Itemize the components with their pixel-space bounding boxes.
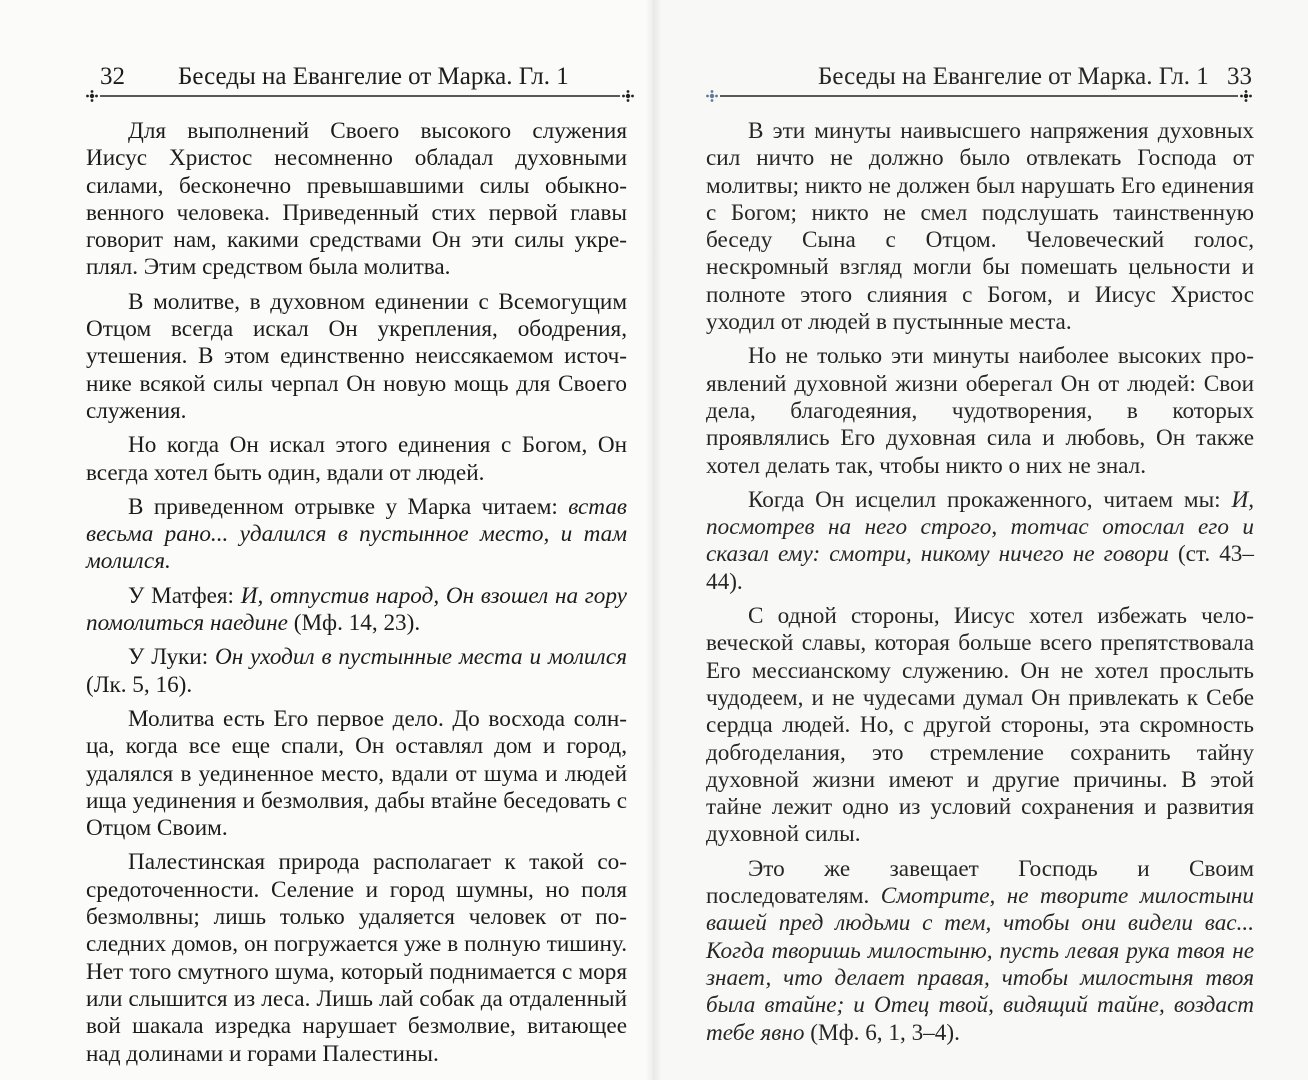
left-page [0, 0, 652, 1080]
text-run: (Лк. 5, 16). [86, 671, 193, 698]
left-page-header [86, 62, 634, 102]
paragraph [706, 343, 1254, 479]
italic-quote: Он уходил в пустынные места и молился [215, 644, 627, 671]
text-run: Для выполнений Своего высокого служения Иисус Христос несомненно обладал духовными силами, бесконечно превышавшими силы обыкновенного человека. Приведенный стих первой главы говорит нам, какими средствами Он эти силы укреплял. Этим средством была молитва. [86, 118, 627, 281]
text-run: Палестинская природа располагает к такой сосредоточенности. Селение и город шумны, но поля безмолвны; лишь только удаляется человек от последних домов, он погружается уже в полную тишину. Нет того смутного шума, который поднимается с моря или слышится из леса. Лишь лай собак да отдаленный вой шакала изредка нарушает безмолвие, витающее над долинами и горами Палестины. [86, 849, 627, 1067]
left-ornamental-rule [86, 90, 634, 104]
text-run: (Мф. 14, 23). [287, 610, 421, 637]
paragraph [706, 487, 1254, 596]
paragraph [706, 118, 1254, 336]
paragraph [86, 494, 627, 576]
text-run: В эти минуты наивысшего напряжения духовных сил ничто не должно было отвлекать Господа от молитвы; никто не должен был нарушать Его единения с Богом; никто не смел подслушать таинственную беседу Сына с Отцом. Человеческий голос, нескромный взгляд могли бы помешать цельности и полноте этого слияния с Богом, и Иисус Христос уходил от людей в пустынные места. [706, 118, 1254, 336]
left-ornament-icon [86, 90, 98, 102]
book-gutter-shadow [646, 0, 662, 1080]
paragraph [86, 289, 627, 425]
text-run: У Матфея: [128, 582, 241, 609]
right-ornamental-rule [706, 90, 1252, 104]
right-page [652, 0, 1308, 1080]
left-page-body [86, 118, 627, 1075]
paragraph [86, 706, 627, 842]
italic-quote: И, посмотрев на него строго, тотчас отослал его и сказал ему: смотри, никому ничего не говори [706, 486, 1254, 568]
text-run: Молитва есть Его первое дело. До восхода солнца, когда все еще спали, Он оставлял дом и город, удалялся в уединенное место, вдали от шума и людей ища уединения и безмолвия, дабы втайне беседовать с Отцом Своим. [86, 705, 627, 842]
left-running-title: Беседы на Евангелие от Марка. Гл. 1 [178, 63, 569, 90]
paragraph [706, 856, 1254, 1047]
left-page-number: 32 [100, 63, 125, 90]
text-run: Но не только эти минуты наиболее высоких проявлений духовной жизни оберегал Он от людей: Свои дела, благодеяния, чудотворения, в которых проявлялись Его духовная сила и любовь, Он также хотел делать так, чтобы никто о них не знал. [706, 343, 1254, 479]
text-run: В молитве, в духовном единении с Всемогущим Отцом всегда искал Он укрепления, ободрения, утешения. В этом единственно неиссякаемом источнике всякой силы черпал Он новую мощь для Своего служения. [86, 288, 627, 424]
right-page-body [706, 118, 1254, 1054]
text-run: Когда Он исцелил прокаженного, читаем мы: [748, 486, 1232, 513]
paragraph [86, 118, 627, 282]
text-run: Но когда Он искал этого единения с Богом, Он всегда хотел быть один, вдали от людей. [86, 432, 627, 486]
paragraph [86, 849, 627, 1067]
right-ornament-icon [622, 90, 634, 102]
paragraph [86, 644, 627, 699]
right-page-header [706, 62, 1252, 102]
paragraph [86, 583, 627, 638]
italic-quote: И, отпустив народ, Он взошел на гору помолиться наедине [86, 582, 627, 637]
text-run: (ст. 43–44). [706, 541, 1254, 595]
paragraph [706, 603, 1254, 849]
text-run: В приведенном отрывке у Марка читаем: [128, 493, 569, 520]
paragraph [86, 432, 627, 487]
left-ornament-icon [706, 90, 718, 102]
text-run: С одной стороны, Иисус хотел избежать человеческой славы, которая больше всего препятствовала Его мессианскому служению. Он не хотел прослыть чудодеем, и не чудесами думал Он привлекать к Себе сердца людей. Но, с другой стороны, эта скромность добroделания, это стремление сохранить тайну духовной жизни имеют и другие причины. В этой тайне лежит одно из условий сохранения и развития духовной силы. [706, 603, 1254, 848]
italic-quote: Смотрите, не творите милостыни вашей пред людьми с тем, чтобы они видели вас... Когда творишь милостыню, пусть левая рука твоя не знает, что делает правая, чтобы милостыня твоя была втайне; и Отец твой, видящий тайне, воздаст тебе явно [706, 883, 1254, 1046]
text-run: Это же завещает Господь и Своим последователям. [706, 855, 1254, 910]
right-running-title: Беседы на Евангелие от Марка. Гл. 1 [818, 63, 1209, 90]
text-run: У Луки: [128, 644, 216, 671]
text-run: (Мф. 6, 1, 3–4). [804, 1019, 960, 1046]
right-page-number: 33 [1227, 63, 1252, 90]
right-ornament-icon [1240, 90, 1252, 102]
italic-quote: встав весьма рано... удалился в пустынное место, и там молился. [86, 493, 627, 575]
